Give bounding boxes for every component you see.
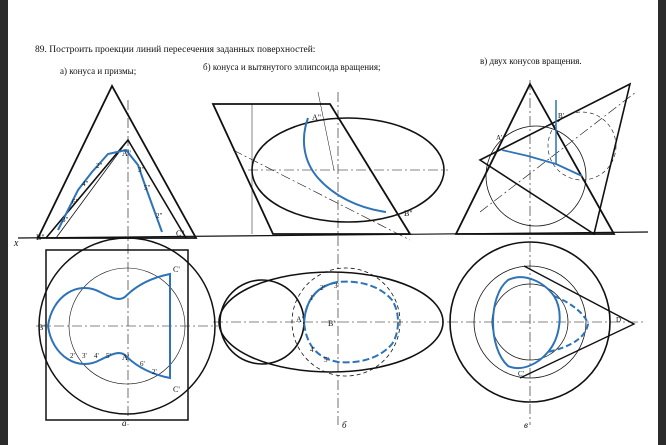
label-b-4: 4' bbox=[310, 346, 315, 354]
sphere-c-aux-2 bbox=[548, 112, 616, 180]
caption-b: б bbox=[342, 420, 347, 430]
label-a-2pp: 2" bbox=[96, 162, 103, 170]
caption-a: а bbox=[122, 418, 127, 428]
caption-c: в bbox=[524, 420, 528, 430]
label-b-2: 2' bbox=[320, 284, 325, 292]
part-b-title: б) конуса и вытянутого эллипсоида вращения; bbox=[203, 62, 381, 72]
label-b2: B" bbox=[36, 233, 45, 242]
axis-c-diag bbox=[480, 92, 636, 212]
part-c-group bbox=[448, 80, 644, 425]
cone-c2-front bbox=[480, 84, 630, 234]
label-b1b: B' bbox=[328, 319, 335, 328]
label-b-5: 5' bbox=[324, 356, 329, 364]
label-a-4pp: 4" bbox=[82, 180, 89, 188]
label-a-3p: 3' bbox=[82, 352, 87, 360]
technical-drawing bbox=[8, 0, 658, 445]
label-a1b: A' bbox=[296, 315, 304, 324]
label-c-d: D' bbox=[616, 316, 623, 324]
part-a-group bbox=[36, 86, 218, 425]
label-b-1: 1' bbox=[310, 294, 315, 302]
label-a-6pp: 6" bbox=[72, 198, 79, 206]
axis-b-diag bbox=[233, 150, 410, 240]
drawing-sheet bbox=[8, 0, 658, 445]
part-c-title: в) двух конусов вращения. bbox=[480, 56, 582, 66]
label-c1-bottom: C' bbox=[173, 385, 180, 394]
label-a2b: A" bbox=[312, 113, 322, 122]
part-b-group bbox=[213, 92, 448, 425]
label-a2: A" bbox=[122, 149, 132, 158]
label-a-2p: 2' bbox=[70, 352, 75, 360]
part-a-title: а) конуса и призмы; bbox=[60, 66, 137, 76]
label-b1: B' bbox=[38, 323, 45, 332]
label-c-b: B' bbox=[558, 112, 564, 120]
label-b-3: 3' bbox=[334, 282, 339, 290]
label-c1-top: C' bbox=[173, 265, 180, 274]
label-b2b: B" bbox=[404, 209, 413, 218]
label-a-6p: 6' bbox=[140, 360, 145, 368]
label-a-3pp: 3" bbox=[138, 166, 145, 174]
label-c-a: A' bbox=[496, 134, 503, 142]
x-axis-label: x bbox=[14, 238, 19, 249]
label-a-5pp: 5" bbox=[144, 184, 151, 192]
label-a-3pp-b: 3" bbox=[62, 216, 69, 224]
cone-c1-front bbox=[456, 84, 614, 234]
label-c-c: C' bbox=[518, 370, 524, 378]
label-a-2p-b: 2' bbox=[152, 368, 157, 376]
problem-title: 89. Построить проекции линий пересечения заданных поверхностей: bbox=[35, 45, 316, 55]
intersection-b-front bbox=[304, 118, 386, 212]
label-a-2pp-b: 2" bbox=[156, 212, 163, 220]
label-a-5p: 5' bbox=[106, 352, 111, 360]
label-a1: A' bbox=[122, 353, 130, 362]
label-a-4p: 4' bbox=[94, 352, 99, 360]
label-c2: C" bbox=[176, 229, 185, 238]
